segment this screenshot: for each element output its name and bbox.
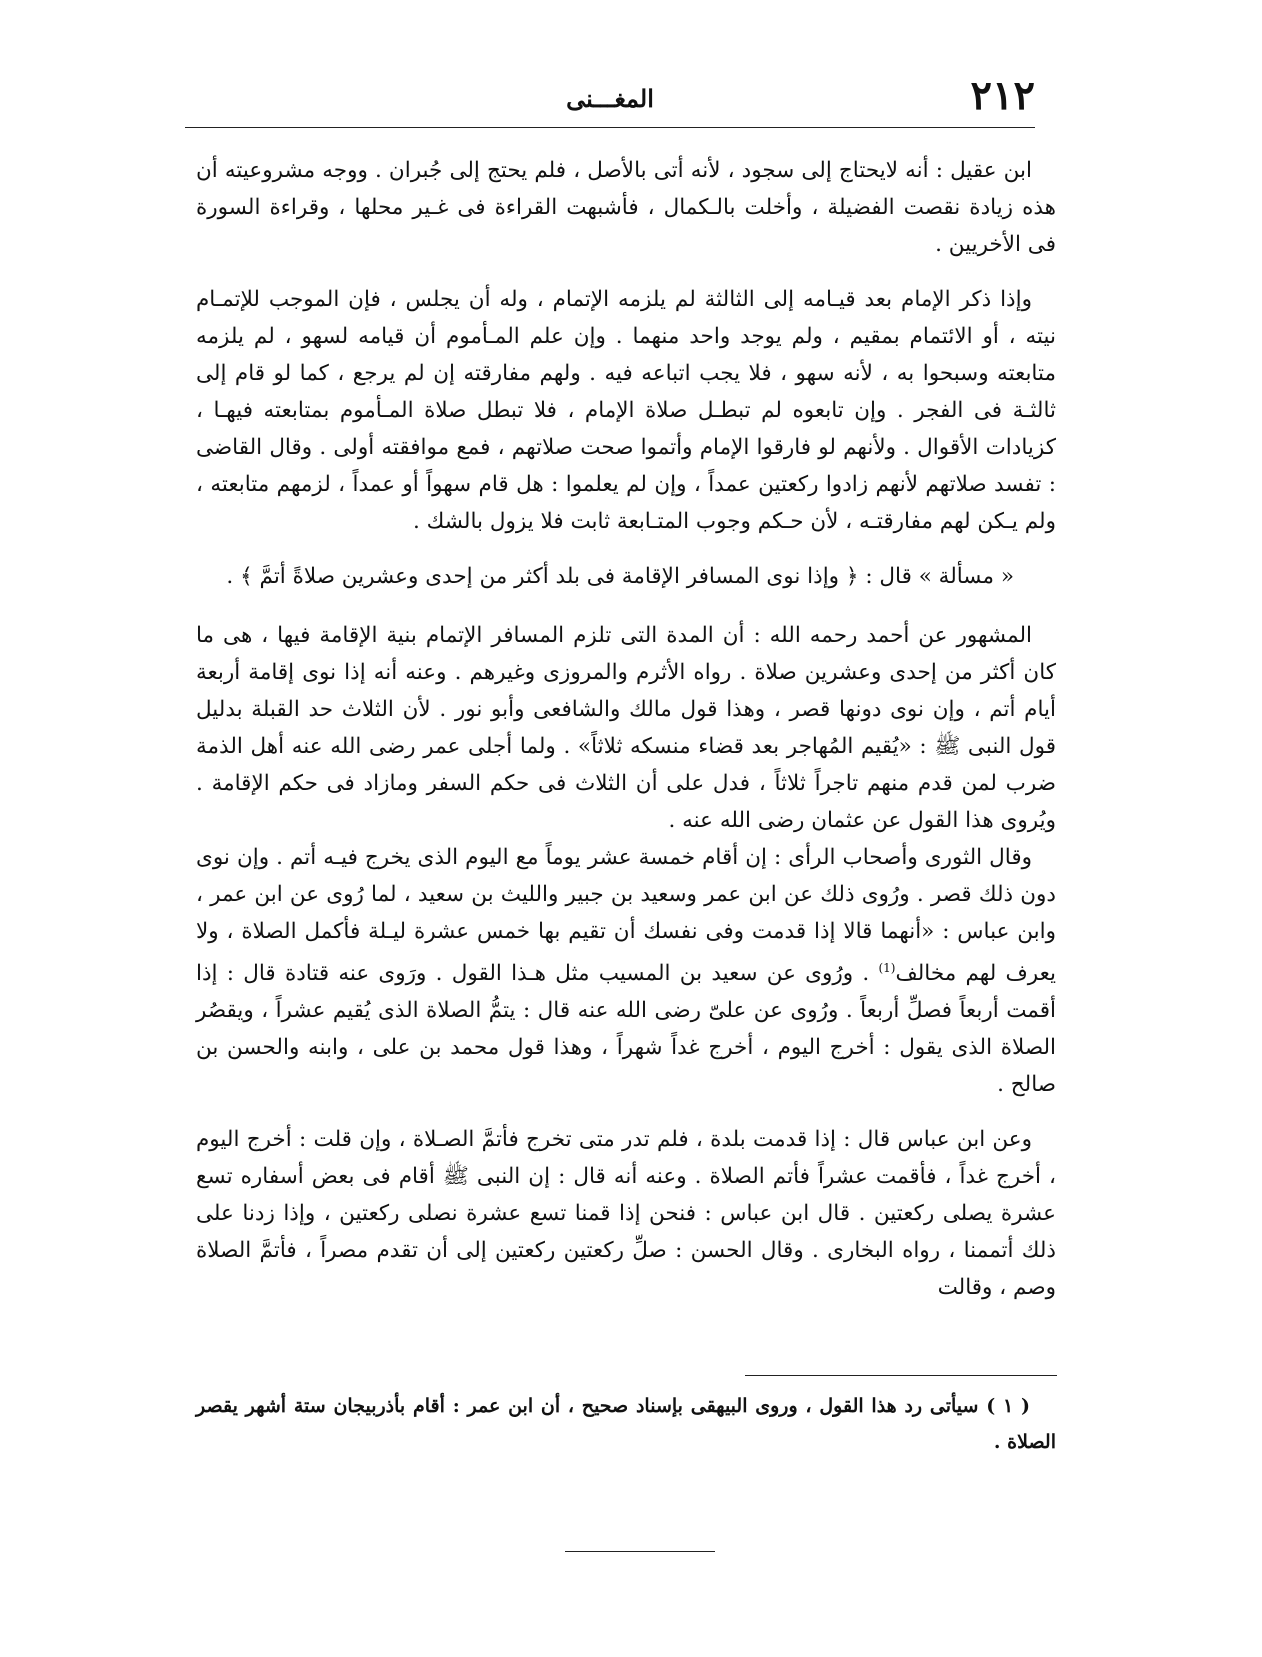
paragraph-imam-standing: وإذا ذكر الإمام بعد قيـامه إلى الثالثة لم يلزمه الإتمام ، وله أن يجلس ، فإن الموجب للإتمـام نيته ، أو الائتمام بمقيم ، ولم يوجد واحد منهما . وإن علم المـأموم أن قيامه لسهو ، لم يلزمه متابعته وسبحوا به ، لأنه سهو ، فلا يجب اتباعه فيه . ولهم مفارقته إن لم يرجع ، كما لو قام إلى ثالثـة فى الفجر . وإن تابعوه لم تبطـل صلاة الإمام ، فلا تبطل صلاة المـأموم بمتابعته فيهـا ، كزيادات الأقوال . ولأنهم لو فارقوا الإمام وأتموا صحت صلاتهم ، فمع موافقته أولى . وقال القاضى : تفسد صلاتهم لأنهم زادوا ركعتين عمداً ، وإن لم يعلموا : هل قام سهواً أو عمداً ، لزمهم متابعته ، ولم يـكن لهم مفارقتـه ، لأن حـكم وجوب المتـابعة ثابت فلا يزول بالشك . — [196, 287, 1056, 534]
paragraph-ahmad-opinion: المشهور عن أحمد رحمه الله : أن المدة التى تلزم المسافر الإتمام بنية الإقامة فيها ، هى ما كان أكثر من إحدى وعشرين صلاة . رواه الأثرم والمروزى وغيرهم . وعنه أنه إذا نوى إقامة أربعة أيام أتم ، وإن نوى دونها قصر ، وهذا قول مالك والشافعى وأبو نور . لأن الثلاث حد القبلة بدليل قول النبى ﷺ : «يُقيم المُهاجر بعد قضاء منسكه ثلاثاً» . ولما أجلى عمر رضى الله عنه أهل الذمة ضرب لمن قدم منهم تاجراً ثلاثاً ، فدل على أن الثلاث فى حكم السفر ومازاد فى حكم الإقامة . ويُروى هذا القول عن عثمان رضى الله عنه . — [196, 623, 1056, 833]
paragraph-thawri-text: وقال الثورى وأصحاب الرأى : إن أقام خمسة عشر يوماً مع اليوم الذى يخرج فيـه أتم . وإن نوى دون ذلك قصر . ورُوى ذلك عن ابن عمر وسعيد بن جبير والليث بن سعيد ، لما رُوى عن ابن عمر ، وابن عباس : «أنهما قالا إذا قدمت وفى نفسك أن تقيم بها خمس عشرة ليـلة فأكمل الصلاة ، ولا يعرف لهم مخالف — [196, 845, 1056, 987]
masala-heading: « مسألة » قال : ﴿ وإذا نوى المسافر الإقامة فى بلد أكثر من إحدى وعشرين صلاةً أتمَّ ﴾ . — [226, 564, 1014, 589]
header-rule — [185, 127, 1035, 128]
page-header — [185, 72, 1035, 122]
paragraph-ibn-abbas: وعن ابن عباس قال : إذا قدمت بلدة ، فلم تدر متى تخرج فأتمَّ الصـلاة ، وإن قلت : أخرج اليوم ، أخرج غداً ، فأقمت عشراً فأتم الصلاة . وعنه أنه قال : إن النبى ﷺ أقام فى بعض أسفاره تسع عشرة يصلى ركعتين . قال ابن عباس : فنحن إذا قمنا تسع عشرة نصلى ركعتين ، وإذا زدنا على ذلك أتممنا ، رواه البخارى . وقال الحسن : صلِّ ركعتين ركعتين إلى أن تقدم مصراً ، فأتمَّ الصلاة وصم ، وقالت — [196, 1127, 1056, 1301]
paragraph-thawri-opinion — [196, 839, 1056, 1103]
bottom-rule — [565, 1551, 715, 1552]
footnote-text: ( ١ ) سيأتى رد هذا القول ، وروى البيهقى بإسناد صحيح ، أن ابن عمر : أقام بأذربيجان ستة أشهر يقصر الصلاة . — [196, 1395, 1056, 1453]
footnote-marker[interactable]: (1) — [878, 961, 896, 975]
main-text — [196, 152, 1056, 1306]
page-number: ٢١٢ — [970, 72, 1035, 119]
running-title: المغـــنى — [566, 84, 654, 113]
footnote-rule — [745, 1375, 1057, 1376]
paragraph-ibn-aqil: ابن عقيل : أنه لايحتاج إلى سجود ، لأنه أتى بالأصل ، فلم يحتج إلى جُبران . ووجه مشروعيته أن هذه زيادة نقصت الفضيلة ، وأخلت بالـكمال ، فأشبهت القراءة فى غـير محلها ، وقراءة السورة فى الأخريين . — [196, 158, 1056, 257]
paragraph-thawri-continued: . ورُوى عن سعيد بن المسيب مثل هـذا القول . ورَوى عنه قتادة قال : إذا أقمت أربعاً فصلِّ أربعاً . ورُوى عن علىّ رضى الله عنه قال : يتمُّ الصلاة الذى يُقيم عشراً ، ويقصُر الصلاة الذى يقول : أخرج اليوم ، أخرج غداً شهراً ، وهذا قول محمد بن على ، وابنه والحسن بن صالح . — [196, 961, 1056, 1098]
footnote — [196, 1388, 1056, 1460]
